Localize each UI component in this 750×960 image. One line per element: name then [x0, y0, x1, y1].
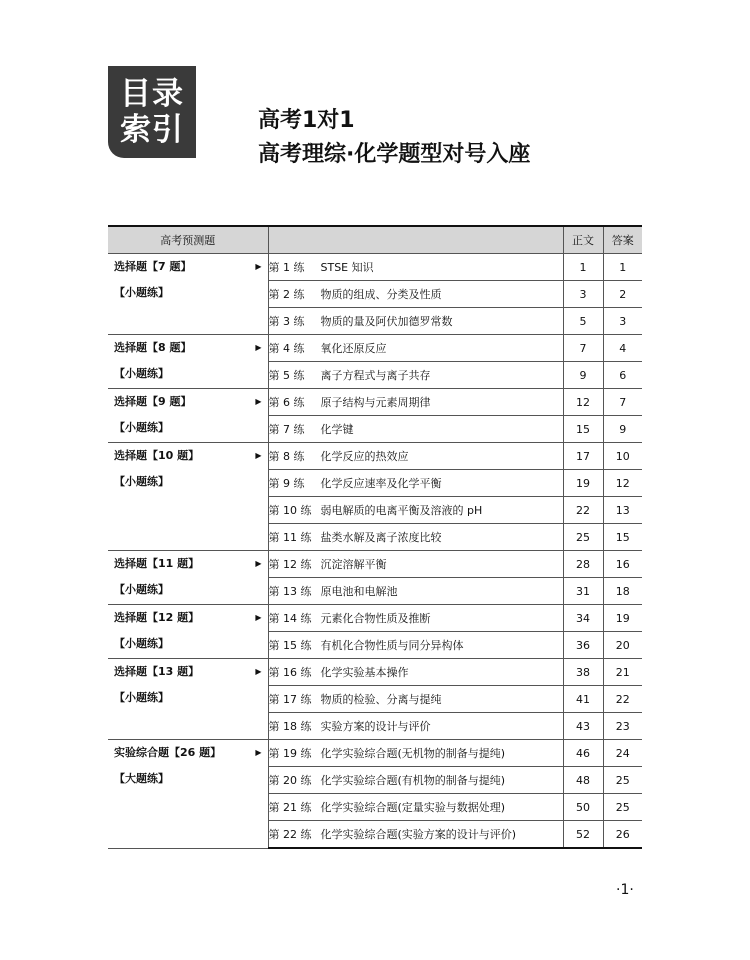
category-text: 选择题【12 题】 — [114, 611, 200, 624]
exercise-cell — [268, 497, 563, 524]
exercise-number: 第 3 练 — [268, 315, 305, 328]
text-page-number: 52 — [563, 821, 603, 849]
answer-page-number: 13 — [603, 497, 642, 524]
exercise-cell — [268, 362, 563, 389]
answer-page-number: 24 — [603, 740, 642, 767]
answer-page-number: 26 — [603, 821, 642, 849]
exercise-cell — [268, 254, 563, 281]
text-page-number: 25 — [563, 524, 603, 551]
exercise-topic: 盐类水解及离子浓度比较 — [320, 531, 442, 544]
table-row — [108, 443, 642, 470]
exercise-number: 第 13 练 — [268, 585, 312, 598]
answer-page-number: 9 — [603, 416, 642, 443]
category-text: 选择题【11 题】 — [114, 557, 200, 570]
header-answer-page: 答案 — [603, 226, 642, 254]
exercise-number: 第 4 练 — [268, 342, 305, 355]
answer-page-number: 6 — [603, 362, 642, 389]
exercise-cell — [268, 659, 563, 686]
category-cell — [108, 254, 268, 335]
play-arrow-icon: ▶ — [255, 262, 262, 271]
category-sub-label: 【大题练】 — [114, 772, 169, 785]
answer-page-number: 23 — [603, 713, 642, 740]
exercise-cell — [268, 794, 563, 821]
text-page-number: 28 — [563, 551, 603, 578]
table-row — [108, 254, 642, 281]
exercise-cell — [268, 578, 563, 605]
answer-page-number: 4 — [603, 335, 642, 362]
text-page-number: 46 — [563, 740, 603, 767]
answer-page-number: 16 — [603, 551, 642, 578]
exercise-number: 第 7 练 — [268, 423, 305, 436]
exercise-topic: 化学反应的热效应 — [320, 450, 409, 463]
exercise-topic: 化学实验综合题(定量实验与数据处理) — [320, 801, 506, 814]
answer-page-number: 10 — [603, 443, 642, 470]
exercise-topic: 化学实验基本操作 — [320, 666, 409, 679]
play-arrow-icon: ▶ — [255, 451, 262, 460]
text-page-number: 34 — [563, 605, 603, 632]
exercise-topic: STSE 知识 — [320, 261, 374, 274]
exercise-topic: 有机化合物性质与同分异构体 — [320, 639, 464, 652]
answer-page-number: 21 — [603, 659, 642, 686]
answer-page-number: 2 — [603, 281, 642, 308]
exercise-number: 第 11 练 — [268, 531, 312, 544]
text-page-number: 1 — [563, 254, 603, 281]
category-sub-label: 【小题练】 — [114, 421, 169, 434]
exercise-number: 第 22 练 — [268, 828, 312, 841]
play-arrow-icon: ▶ — [255, 613, 262, 622]
text-page-number: 50 — [563, 794, 603, 821]
exercise-number: 第 18 练 — [268, 720, 312, 733]
exercise-number: 第 1 练 — [268, 261, 305, 274]
text-page-number: 48 — [563, 767, 603, 794]
category-sub-label: 【小题练】 — [114, 637, 169, 650]
table-row — [108, 335, 642, 362]
exercise-topic: 元素化合物性质及推断 — [320, 612, 431, 625]
exercise-topic: 沉淀溶解平衡 — [320, 558, 387, 571]
category-cell — [108, 659, 268, 740]
exercise-topic: 实验方案的设计与评价 — [320, 720, 431, 733]
play-arrow-icon: ▶ — [255, 559, 262, 568]
category-label — [108, 389, 268, 415]
exercise-topic: 物质的检验、分离与提纯 — [320, 693, 442, 706]
badge-line-2: 索引 — [120, 112, 184, 148]
text-page-number: 22 — [563, 497, 603, 524]
exercise-topic: 弱电解质的电离平衡及溶液的 pH — [320, 504, 483, 517]
text-page-number: 43 — [563, 713, 603, 740]
exercise-number: 第 14 练 — [268, 612, 312, 625]
table-row — [108, 389, 642, 416]
exercise-cell — [268, 767, 563, 794]
exercise-number: 第 21 练 — [268, 801, 312, 814]
index-badge — [108, 66, 196, 158]
answer-page-number: 1 — [603, 254, 642, 281]
answer-page-number: 12 — [603, 470, 642, 497]
exercise-cell — [268, 308, 563, 335]
category-text: 选择题【13 题】 — [114, 665, 200, 678]
exercise-cell — [268, 686, 563, 713]
text-page-number: 9 — [563, 362, 603, 389]
answer-page-number: 15 — [603, 524, 642, 551]
exercise-number: 第 6 练 — [268, 396, 305, 409]
text-page-number: 38 — [563, 659, 603, 686]
play-arrow-icon: ▶ — [255, 343, 262, 352]
exercise-number: 第 9 练 — [268, 477, 305, 490]
exercise-cell — [268, 443, 563, 470]
exercise-number: 第 15 练 — [268, 639, 312, 652]
text-page-number: 7 — [563, 335, 603, 362]
text-page-number: 19 — [563, 470, 603, 497]
page-number: ·1· — [616, 882, 634, 898]
contents-table — [108, 225, 642, 849]
table-row — [108, 659, 642, 686]
category-text: 选择题【9 题】 — [114, 395, 192, 408]
exercise-topic: 化学实验综合题(实验方案的设计与评价) — [320, 828, 517, 841]
exercise-number: 第 20 练 — [268, 774, 312, 787]
table-row — [108, 740, 642, 767]
play-arrow-icon: ▶ — [255, 748, 262, 757]
exercise-cell — [268, 416, 563, 443]
table-row — [108, 605, 642, 632]
text-page-number: 17 — [563, 443, 603, 470]
exercise-cell — [268, 605, 563, 632]
answer-page-number: 25 — [603, 767, 642, 794]
text-page-number: 31 — [563, 578, 603, 605]
table-header-row — [108, 226, 642, 254]
category-cell — [108, 740, 268, 849]
exercise-number: 第 16 练 — [268, 666, 312, 679]
category-sub-label: 【小题练】 — [114, 367, 169, 380]
text-page-number: 12 — [563, 389, 603, 416]
category-label — [108, 740, 268, 766]
category-cell — [108, 335, 268, 389]
exercise-topic: 物质的组成、分类及性质 — [320, 288, 442, 301]
category-sub-label: 【小题练】 — [114, 691, 169, 704]
category-label — [108, 605, 268, 631]
exercise-cell — [268, 551, 563, 578]
category-sub-label: 【小题练】 — [114, 475, 169, 488]
play-arrow-icon: ▶ — [255, 397, 262, 406]
text-page-number: 3 — [563, 281, 603, 308]
exercise-cell — [268, 713, 563, 740]
header-text-page: 正文 — [563, 226, 603, 254]
category-label — [108, 443, 268, 469]
exercise-number: 第 2 练 — [268, 288, 305, 301]
answer-page-number: 20 — [603, 632, 642, 659]
exercise-topic: 原电池和电解池 — [320, 585, 398, 598]
category-text: 实验综合题【26 题】 — [114, 746, 222, 759]
exercise-number: 第 8 练 — [268, 450, 305, 463]
category-label — [108, 551, 268, 577]
category-cell — [108, 551, 268, 605]
answer-page-number: 19 — [603, 605, 642, 632]
title-line-1: 高考1对1 — [258, 108, 355, 133]
page-title — [258, 108, 530, 170]
answer-page-number: 25 — [603, 794, 642, 821]
exercise-cell — [268, 281, 563, 308]
exercise-cell — [268, 740, 563, 767]
exercise-cell — [268, 524, 563, 551]
exercise-number: 第 19 练 — [268, 747, 312, 760]
exercise-topic: 原子结构与元素周期律 — [320, 396, 431, 409]
category-label — [108, 659, 268, 685]
exercise-cell — [268, 389, 563, 416]
title-line-2: 高考理综·化学题型对号入座 — [258, 142, 531, 167]
exercise-topic: 氧化还原反应 — [320, 342, 387, 355]
table-row — [108, 551, 642, 578]
category-cell — [108, 605, 268, 659]
category-label — [108, 254, 268, 280]
header-topic — [268, 226, 563, 254]
exercise-cell — [268, 632, 563, 659]
exercise-number: 第 5 练 — [268, 369, 305, 382]
category-sub-label: 【小题练】 — [114, 583, 169, 596]
exercise-number: 第 17 练 — [268, 693, 312, 706]
exercise-cell — [268, 821, 563, 849]
answer-page-number: 7 — [603, 389, 642, 416]
exercise-topic: 化学实验综合题(无机物的制备与提纯) — [320, 747, 506, 760]
answer-page-number: 22 — [603, 686, 642, 713]
exercise-topic: 物质的量及阿伏加德罗常数 — [320, 315, 453, 328]
header-predicted-questions: 高考预测题 — [108, 226, 268, 254]
answer-page-number: 18 — [603, 578, 642, 605]
exercise-topic: 化学反应速率及化学平衡 — [320, 477, 442, 490]
exercise-number: 第 12 练 — [268, 558, 312, 571]
play-arrow-icon: ▶ — [255, 667, 262, 676]
exercise-topic: 化学键 — [320, 423, 354, 436]
answer-page-number: 3 — [603, 308, 642, 335]
text-page-number: 15 — [563, 416, 603, 443]
category-label — [108, 335, 268, 361]
table-body — [108, 254, 642, 849]
category-text: 选择题【7 题】 — [114, 260, 192, 273]
exercise-topic: 离子方程式与离子共存 — [320, 369, 431, 382]
exercise-topic: 化学实验综合题(有机物的制备与提纯) — [320, 774, 506, 787]
category-text: 选择题【10 题】 — [114, 449, 200, 462]
exercise-cell — [268, 470, 563, 497]
badge-line-1: 目录 — [120, 76, 184, 112]
category-text: 选择题【8 题】 — [114, 341, 192, 354]
text-page-number: 36 — [563, 632, 603, 659]
text-page-number: 5 — [563, 308, 603, 335]
exercise-cell — [268, 335, 563, 362]
category-cell — [108, 389, 268, 443]
exercise-number: 第 10 练 — [268, 504, 312, 517]
text-page-number: 41 — [563, 686, 603, 713]
category-sub-label: 【小题练】 — [114, 286, 169, 299]
category-cell — [108, 443, 268, 551]
